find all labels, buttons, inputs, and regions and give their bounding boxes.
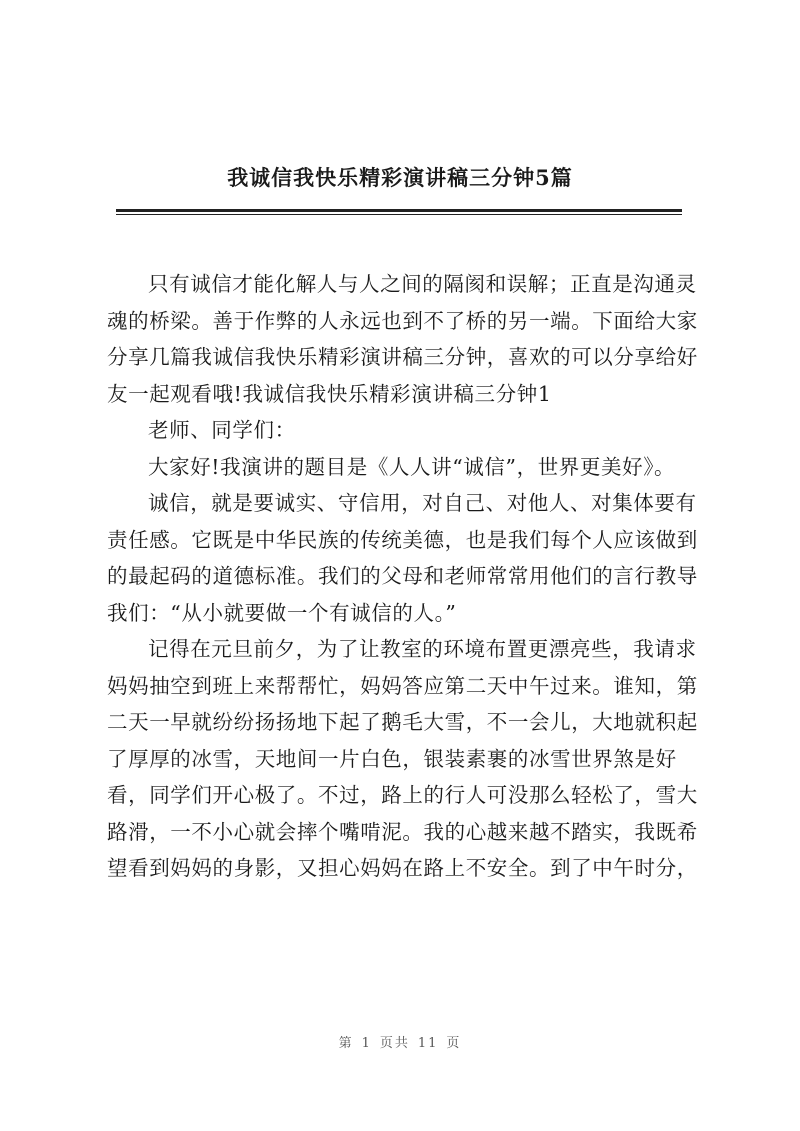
text-line: 了厚厚的冰雪，天地间一片白色，银装素裹的冰雪世界煞是好 <box>107 746 677 771</box>
document-title: 我诚信我快乐精彩演讲稿三分钟5篇 <box>227 165 573 190</box>
text-line: 诚信，就是要诚实、守信用，对自己、对他人、对集体要有 <box>148 491 697 515</box>
text-line: 只有诚信才能化解人与人之间的隔阂和误解；正直是沟通灵 <box>148 272 697 296</box>
footer-middle: 页共 <box>379 1036 410 1051</box>
footer-current-page: 1 <box>361 1036 372 1051</box>
text-line: 看，同学们开心极了。不过，路上的行人可没那么轻松了，雪大 <box>107 783 698 807</box>
text-line: 分享几篇我诚信我快乐精彩演讲稿三分钟，喜欢的可以分享给好 <box>107 345 698 369</box>
paragraph <box>107 485 707 631</box>
text-line: 的最起码的道德标准。我们的父母和老师常常用他们的言行教导 <box>107 564 698 588</box>
text-line: 大家好!我演讲的题目是《人人讲“诚信”，世界更美好》。 <box>148 454 676 479</box>
text-line: 友一起观看哦!我诚信我快乐精彩演讲稿三分钟1 <box>107 381 552 406</box>
text-line: 我们：“从小就要做一个有诚信的人。” <box>107 600 457 625</box>
title-underline-thin <box>116 214 682 215</box>
text-line: 妈妈抽空到班上来帮帮忙，妈妈答应第二天中午过来。谁知，第 <box>107 673 698 698</box>
page-footer <box>0 1032 800 1051</box>
text-line: 二天一早就纷纷扬扬地下起了鹅毛大雪，不一会儿，大地就积起 <box>107 710 698 734</box>
text-line: 魂的桥梁。善于作弊的人永远也到不了桥的另一端。下面给大家 <box>107 308 698 333</box>
paragraph <box>107 449 707 486</box>
text-line: 老师、同学们： <box>148 418 296 442</box>
title-underline-thick <box>116 209 682 212</box>
footer-suffix: 页 <box>446 1036 462 1051</box>
text-line: 记得在元旦前夕，为了让教室的环境布置更漂亮些，我请求 <box>148 637 697 661</box>
footer-total-pages: 11 <box>417 1036 439 1051</box>
document-body <box>107 266 707 887</box>
text-line: 望看到妈妈的身影，又担心妈妈在路上不安全。到了中午时分， <box>107 856 698 880</box>
footer-prefix: 第 <box>338 1036 354 1051</box>
paragraph <box>107 266 707 412</box>
text-line: 路滑，一不小心就会摔个嘴啃泥。我的心越来越不踏实，我既希 <box>107 819 698 844</box>
paragraph <box>107 412 707 449</box>
text-line: 责任感。它既是中华民族的传统美德，也是我们每个人应该做到 <box>107 527 698 552</box>
paragraph <box>107 631 707 887</box>
